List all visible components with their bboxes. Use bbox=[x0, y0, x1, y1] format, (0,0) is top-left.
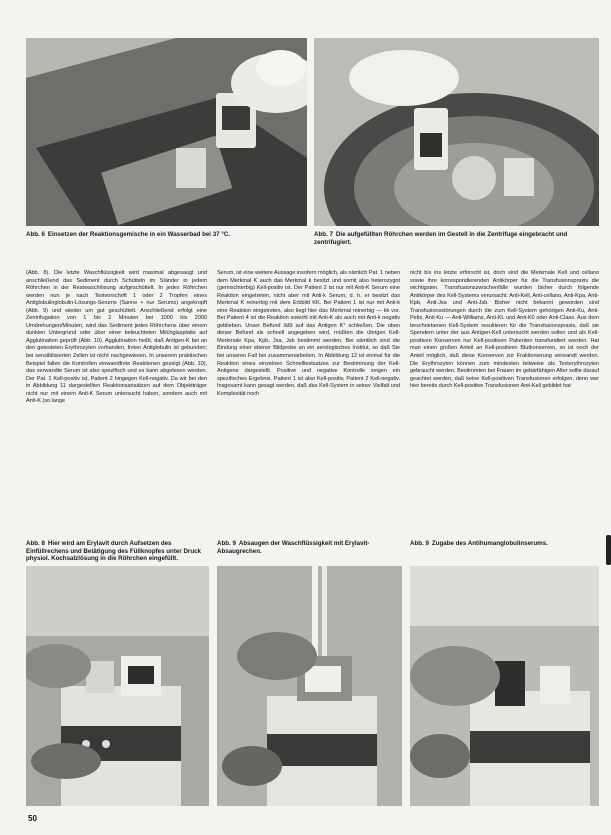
page-number: 50 bbox=[28, 814, 37, 823]
caption-label: Abb. 6 bbox=[26, 231, 45, 238]
caption-abb6 bbox=[26, 231, 307, 239]
caption-abb9a bbox=[217, 540, 400, 555]
caption-label: Abb. 7 bbox=[314, 231, 333, 238]
text-column-1: (Abb. 8). Die letzte Waschflüssigkeit wird maximal abgesaugt und anschließend das Sediment durch Schütteln im Ständer in jedem Röhrchen in der Restwaschlösung aufgeschüttelt. In jedes Röhrchen werden nun je nach Testvorschrift 1 oder 2 Tropfen eines Antiglobulinglobulin-Lösungs-Serums (Sanne + nur Serums) angekropft (Abb. 9) und wieder um gut geschüttelt. Anschließend erfolgt eine Zentrifugation von 1 bis 2 Minuten bei 1000 bis 2000 Umdrehungen/Minuten, wird das Sediment jedes Röhrchens über einem dunklen Untergrund oder über einer beleuchteten Milchglasplatte auf Agglutination geprüft (Abb. 10). Agglutination heißt, daß Antigen-K bei an den getesteten Erythrozyten vorhanden, freien Antiglobulin ist gebunden; bei sensibilisierten Zellen ist nicht nachgewiesen. In unserem praktischen Beispiel fallen die Kontrollen einwandfreie Reaktionen gezeigt (Abb. 10), das verwandte Serum ist also spezifisch und es kann abgelesen werden. Der Pat. 1 Kell-positiv ist, Patient 2 hingegen Kell-negativ. Da wir bei den in Abbildung 11 dargestellten Reaktionsansätzen auf dem Objektträger nicht nur mit einem Anti-K Serum untersucht haben, sondern auch mit Anti-K (so lange bbox=[26, 270, 207, 405]
caption-abb9b bbox=[410, 540, 599, 548]
caption-text: Die aufgefüllten Röhrchen werden im Gestell in die Zentrifuge eingebracht und zentrifugiert. bbox=[314, 231, 568, 246]
text-column-3: nicht bis ins letzte erforscht ist, doch sind die Merkmale Kell und cellano sowie ihre korrespondierenden Antikörper für die Transfusionspraxis die wichtigsten. Transfusionszwischenfälle wurden bisher durch folgende Antikörper des Kell-Systems verursacht: Anti-Kell, Anti-cellano, Anti-Kpa, Anti-Kpb, Anti-Jsa und Anti-Jsb. Bisher nicht bekannt geworden sind Transfusionsstörungen durch die zum Kell-System gehörigen Anti-Ku, Anti-Peltz, Anti-Ku — Anti-Williams, Anti-KL und Anti-K0 oder Anti-Claas. Aus dem beschriebenen Kell-System resultieren für die Transfusionspraxis, daß sie Spendern unter der aus Antigen-Kell untersucht werden sollen und als Kell-positiven Konserven nur Kell-positiven Patienten transfundiert werden. Hat man einen großen Anteil an Kell-positiven Blutkonserven, so ist noch der Anteil möglich, daß diese Konserven zur Fraktionierung verwandt werden. Die Erythrozyten können zum mindesten teilweise als Testerythrozyten gebraucht werden. Bestimmten bei Frauen im gebärfähigen Alter sollte darauf geachtet werden, daß keine Kell-positiven Transfusionen erfolgen, denn wer hier bereits durch Kell-positive Transfusionen Anti-Kell gebildet hat bbox=[410, 270, 599, 390]
aspiration-photo-icon bbox=[217, 566, 402, 806]
photo-antiserum bbox=[410, 566, 599, 806]
photo-water-bath bbox=[26, 38, 307, 226]
erylavit-fill-photo-icon bbox=[26, 566, 209, 806]
caption-text: Hier wird am Erylavit durch Aufsetzen des Einfüllrechens und Betätigung des Füllknopfes unter Druck physiol. Kochsalzlösung in die Röhrchen eingefüllt. bbox=[26, 540, 201, 563]
photo-centrifuge bbox=[314, 38, 599, 226]
caption-abb8 bbox=[26, 540, 207, 563]
page-edge-mark bbox=[606, 535, 611, 565]
caption-label: Abb. 9 bbox=[410, 540, 429, 547]
antiserum-photo-icon bbox=[410, 566, 599, 806]
photo-erylavit-fill bbox=[26, 566, 209, 806]
photo-aspiration bbox=[217, 566, 402, 806]
centrifuge-photo-icon bbox=[314, 38, 599, 226]
caption-abb7 bbox=[314, 231, 599, 246]
caption-text: Einsetzen der Reaktionsgemische in ein Wasserbad bei 37 °C. bbox=[47, 231, 231, 238]
text-column-2: Serum, ist eine weitere Aussage insofern möglich, als nämlich Pat. 1 neben dem Merkmal K auch das Merkmal k besitzt und somit also heterozygot (gemischterbig) Kell-positiv ist. Der Patient 2 ist nur mit Anti-K Serum eine Reaktion eingetreten, nicht aber mit Anti-k Serum, d. h. er besitzt das Merkmal K reinerbig mit dem Erbbild KK. Bei Patient 1 ist nur mit Anti-k eine Reaktion eingetreten, also liegt hier das Merkmal reinerbig — kk vor. Bei Patient 4 ist die Reaktion sowohl mit Anti-K als auch mit Anti-k negativ geblieben. Unser Befund läßt auf das Antigen K° schließen. Die oben dieser Befund als schnell angegeben wird, müßten die übrigen Kell-Merkmale Kpa, Kpb, Jsa, Jsb bestimmt werden. Bei sämtlich sind die Bindung einer ebener Bildprobe an ein serologisches Institut, so daß Sie bei unseren Fall bei zusammenarbeiten. In Abbildung 12 ist einmal für die Reaktion eines einzelnen Schnelltestsatzes zur Bestimmung der Kell-Antigene dargestellt. Positive und negative Kontrolle zeigen ein spezifisches Ergebnis. Patient 1 ist also Kell-positiv, Patient 2 Kell-negativ. Insgesamt kann gesagt werden, daß das Kell-System in seiner Vielfalt und Komplexität noch bbox=[217, 270, 400, 397]
caption-label: Abb. 8 bbox=[26, 540, 45, 547]
caption-text: Absaugen der Waschflüssigkeit mit Erylavit-Absaugrechen. bbox=[217, 540, 370, 555]
water-bath-photo-icon bbox=[26, 38, 307, 226]
caption-text: Zugabe des Antihumanglobulinserums. bbox=[431, 540, 548, 547]
caption-label: Abb. 9 bbox=[217, 540, 236, 547]
